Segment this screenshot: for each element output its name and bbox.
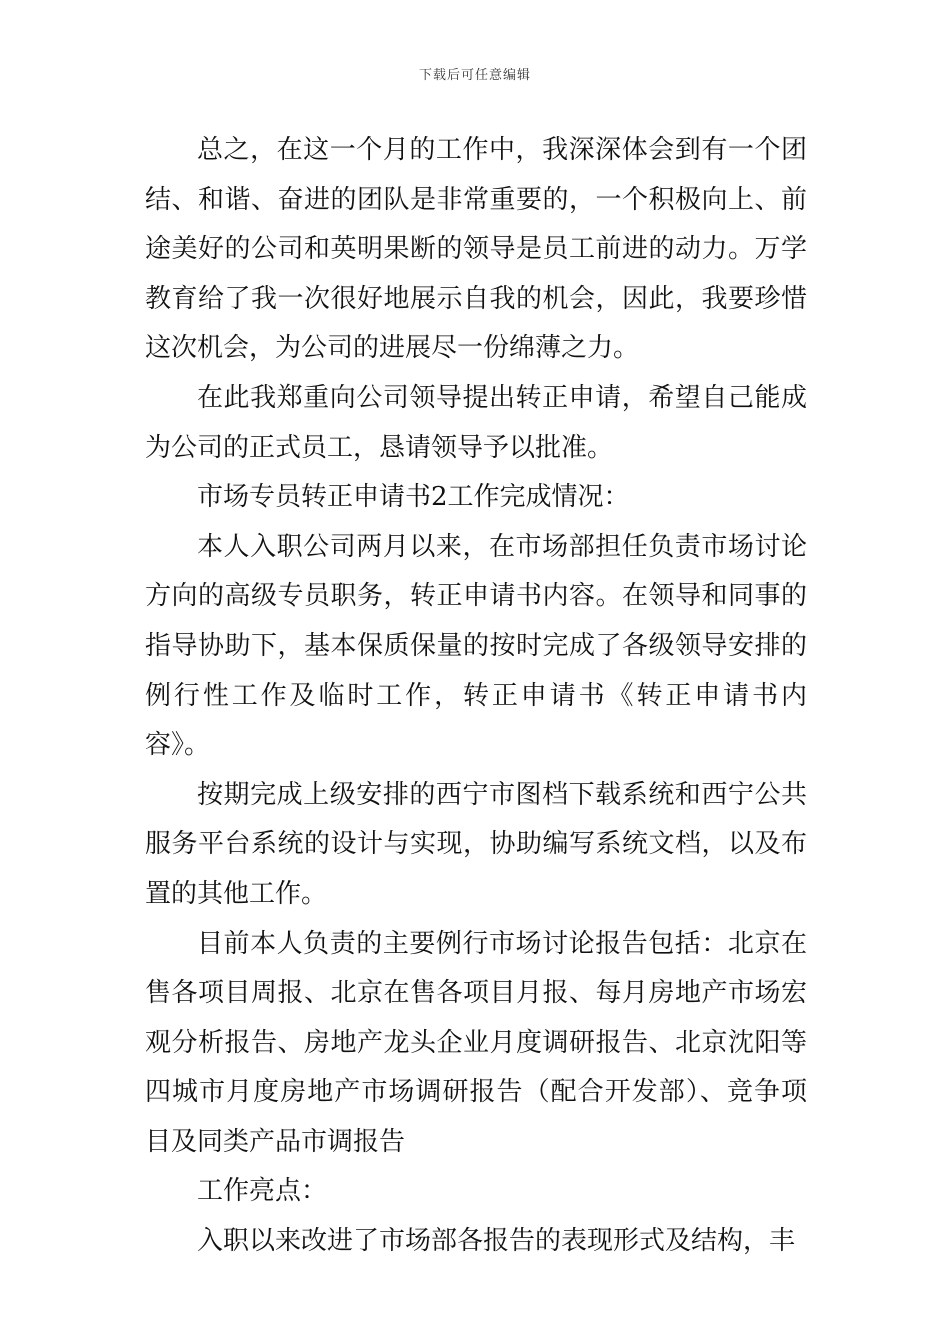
document-body: [145, 126, 807, 1267]
header-note: 下载后可任意编辑: [418, 68, 531, 83]
paragraph-conclusion: 总之，在这一个月的工作中，我深深体会到有一个团结、和谐、奋进的团队是非常重要的，一个积极向上、前途美好的公司和英明果断的领导是员工前进的动力。万学教育给了我一次很好地展示自我的机会，因此，我要珍惜这次机会，为公司的进展尽一份绵薄之力。: [145, 135, 807, 364]
paragraph-section-heading: 市场专员转正申请书2工作完成情况：: [197, 482, 630, 513]
paragraph-reports: 目前本人负责的主要例行市场讨论报告包括：北京在售各项目周报、北京在售各项目月报、每月房地产市场宏观分析报告、房地产龙头企业月度调研报告、北京沈阳等四城市月度房地产市场调研报告（配合开发部）、竞争项目及同类产品市调报告: [145, 928, 807, 1157]
paragraph-application-request: 在此我郑重向公司领导提出转正申请，希望自己能成为公司的正式员工，恳请领导予以批准。: [145, 382, 807, 463]
paragraph-system-tasks: 按期完成上级安排的西宁市图档下载系统和西宁公共服务平台系统的设计与实现，协助编写系统文档，以及布置的其他工作。: [145, 779, 807, 909]
paragraph-highlights-heading: 工作亮点：: [197, 1176, 328, 1207]
paragraph-improvements: 入职以来改进了市场部各报告的表现形式及结构，丰: [197, 1226, 796, 1257]
paragraph-job-overview: 本人入职公司两月以来，在市场部担任负责市场讨论方向的高级专员职务，转正申请书内容。在领导和同事的指导协助下，基本保质保量的按时完成了各级领导安排的例行性工作及临时工作，转正申请书《转正申请书内容》。: [145, 531, 807, 761]
